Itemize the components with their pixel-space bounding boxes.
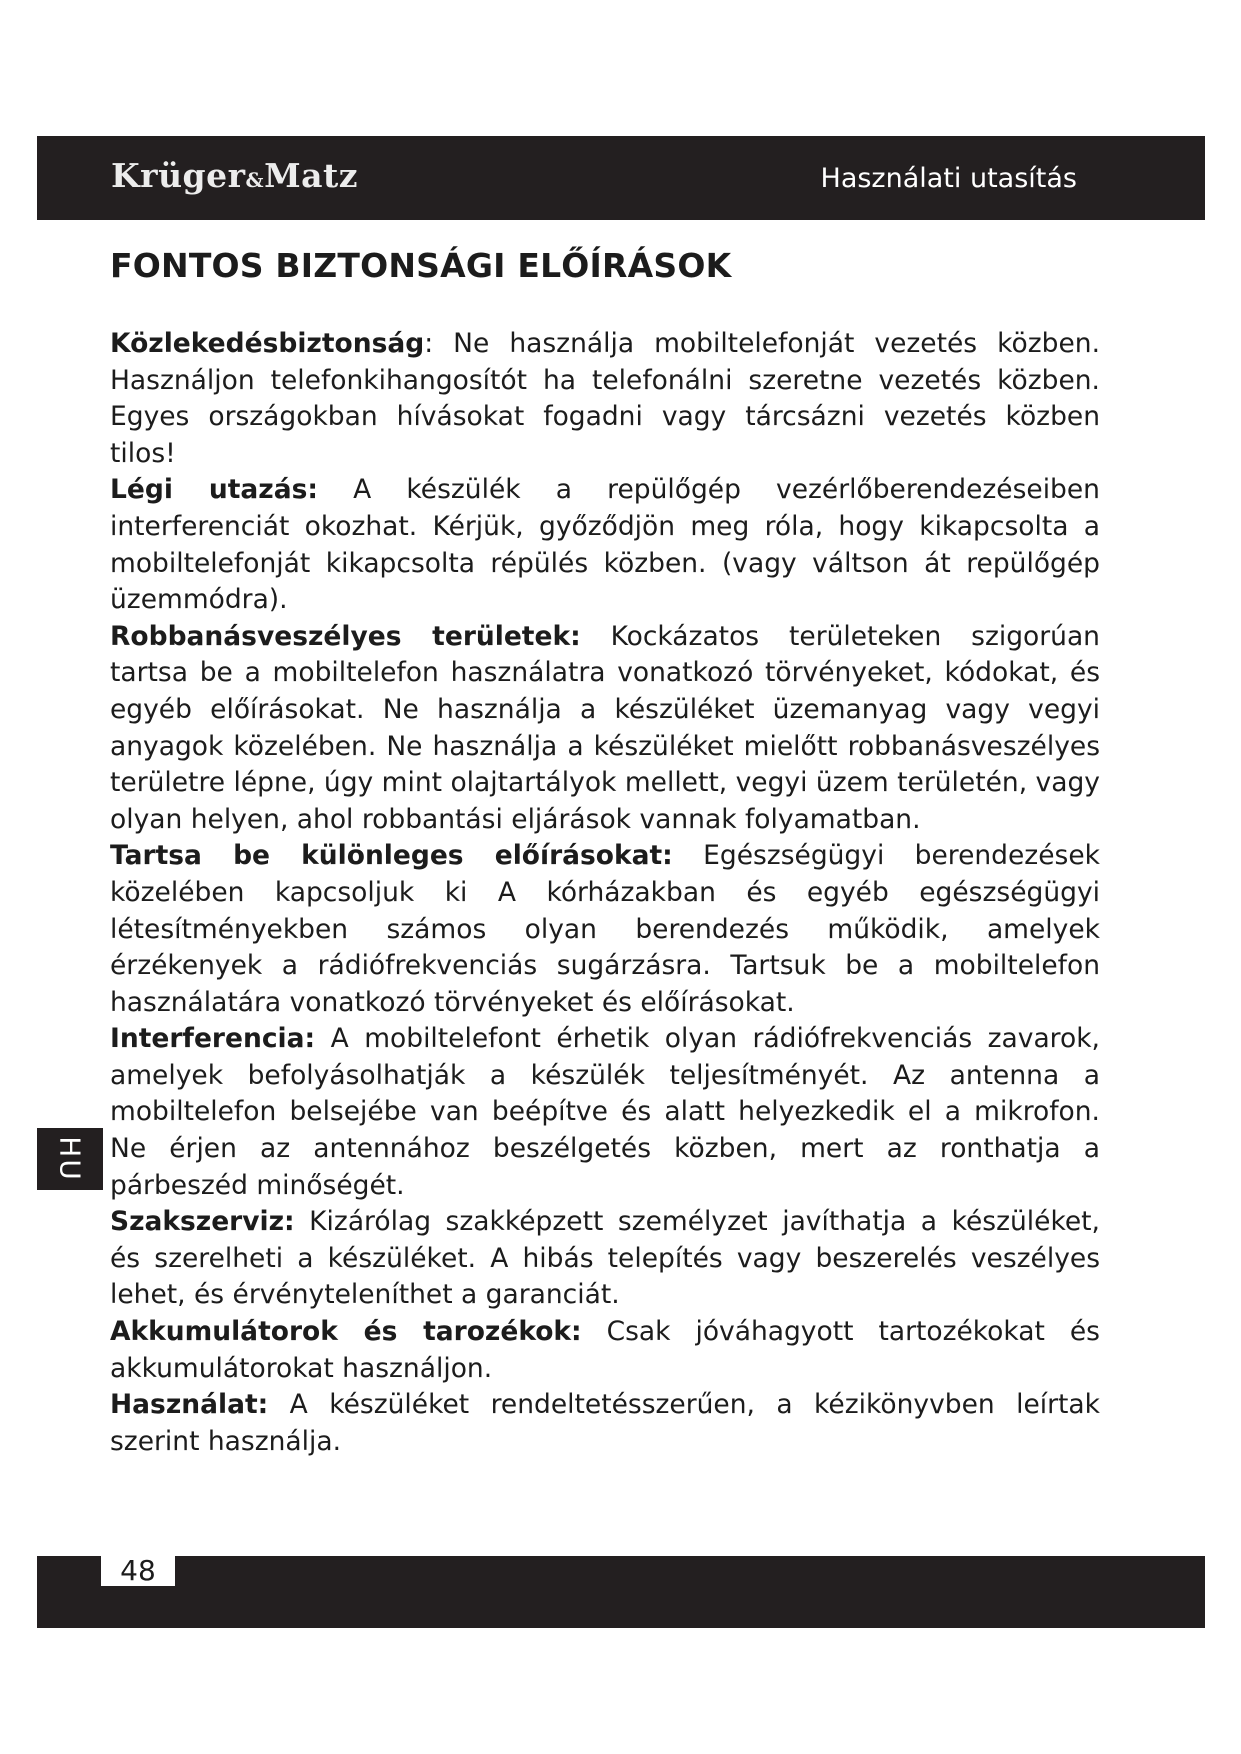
section-heading: Tartsa be különleges előírásokat: — [110, 840, 673, 872]
page-header — [37, 136, 1205, 220]
section-text: A mobiltelefont érhetik olyan rádiófrekvenciás zavarok, amelyek befolyásolhatják a készülék teljesítményét. Az antenna a mobiltelefon belsejébe van beépítve és alatt helyezkedik el a mikrofon. Ne érjen az antennához beszélgetés közben, mert az ronthatja a párbeszéd minőségét. — [110, 1023, 1100, 1201]
section-heading: Robbanásveszélyes területek: — [110, 620, 581, 652]
section-air-travel — [110, 472, 1100, 618]
section-text: Kockázatos területeken szigorúan tartsa be a mobiltelefon használatra vonatkozó törvényeket, kódokat, és egyéb előírásokat. Ne használja a készüléket üzemanyag vagy vegyi anyagok közelében. Ne használja a készüléket mielőtt robbanásveszélyes területre lépne, úgy mint olajtartályok mellett, vegyi üzem területén, vagy olyan helyen, ahol robbantási eljárások vannak folyamatban. — [110, 620, 1100, 835]
section-interference — [110, 1021, 1100, 1204]
section-explosive-areas — [110, 619, 1100, 839]
section-heading: Használat: — [110, 1389, 269, 1421]
section-heading: Közlekedésbiztonság — [110, 328, 425, 359]
section-text: Ne használja mobiltelefonját vezetés közben. Használjon telefonkihangosítót ha telefonálni szeretne vezetés közben. Egyes országokban hívásokat fogadni vagy tárcsázni vezetés közben tilos! — [110, 328, 1101, 469]
section-heading: Légi utazás: — [110, 474, 318, 506]
section-heading: Interferencia: — [110, 1023, 316, 1055]
section-text: Kizárólag szakképzett személyzet javíthatja a készüléket, és szerelheti a készüléket. A hibás telepítés vagy beszerelés veszélyes lehet, és érvényteleníthet a garanciát. — [110, 1206, 1100, 1311]
section-heading: Akkumulátorok és tarozékok: — [110, 1316, 582, 1348]
section-text: A készülék a repülőgép vezérlőberendezéseiben interferenciát okozhat. Kérjük, győződjön meg róla, hogy kikapcsolta a mobiltelefonját kikapcsolta répülés közben. (vagy váltson át repülőgép üzemmódra). — [110, 474, 1100, 616]
section-batteries — [110, 1314, 1100, 1387]
safety-instructions — [110, 326, 1100, 1460]
section-text: Csak jóváhagyott tartozékokat és akkumulátorokat használjon. — [110, 1316, 1100, 1384]
section-usage — [110, 1387, 1100, 1460]
section-service — [110, 1204, 1100, 1314]
section-text: A készüléket rendeltetésszerűen, a kézikönyvben leírtak szerint használja. — [110, 1389, 1100, 1457]
document-type: Használati utasítás — [820, 163, 1077, 194]
section-text: Egészségügyi berendezések közelében kapcsoljuk ki A kórházakban és egyéb egészségügyi létesítményekben számos olyan berendezés működik, amelyek érzékenyek a rádiófrekvenciás sugárzásra. Tartsuk be a mobiltelefon használatára vonatkozó törvényeket és előírásokat. — [110, 840, 1100, 1018]
page-footer — [37, 1556, 1205, 1628]
page-number: 48 — [101, 1556, 175, 1586]
brand-logo: Krüger&Matz — [111, 156, 358, 195]
section-special-rules — [110, 838, 1100, 1021]
section-traffic-safety: Közlekedésbiztonság: Ne használja mobiltelefonját vezetés közben. Használjon telefonkihangosítót ha telefonálni szeretne vezetés közben. Egyes országokban hívásokat fogadni vagy tárcsázni vezetés közben tilos! — [110, 328, 1101, 469]
language-code: HU — [53, 1136, 87, 1182]
language-tab — [37, 1128, 103, 1190]
section-heading: Szakszerviz: — [110, 1206, 295, 1238]
page-title: FONTOS BIZTONSÁGI ELŐÍRÁSOK — [110, 246, 732, 285]
